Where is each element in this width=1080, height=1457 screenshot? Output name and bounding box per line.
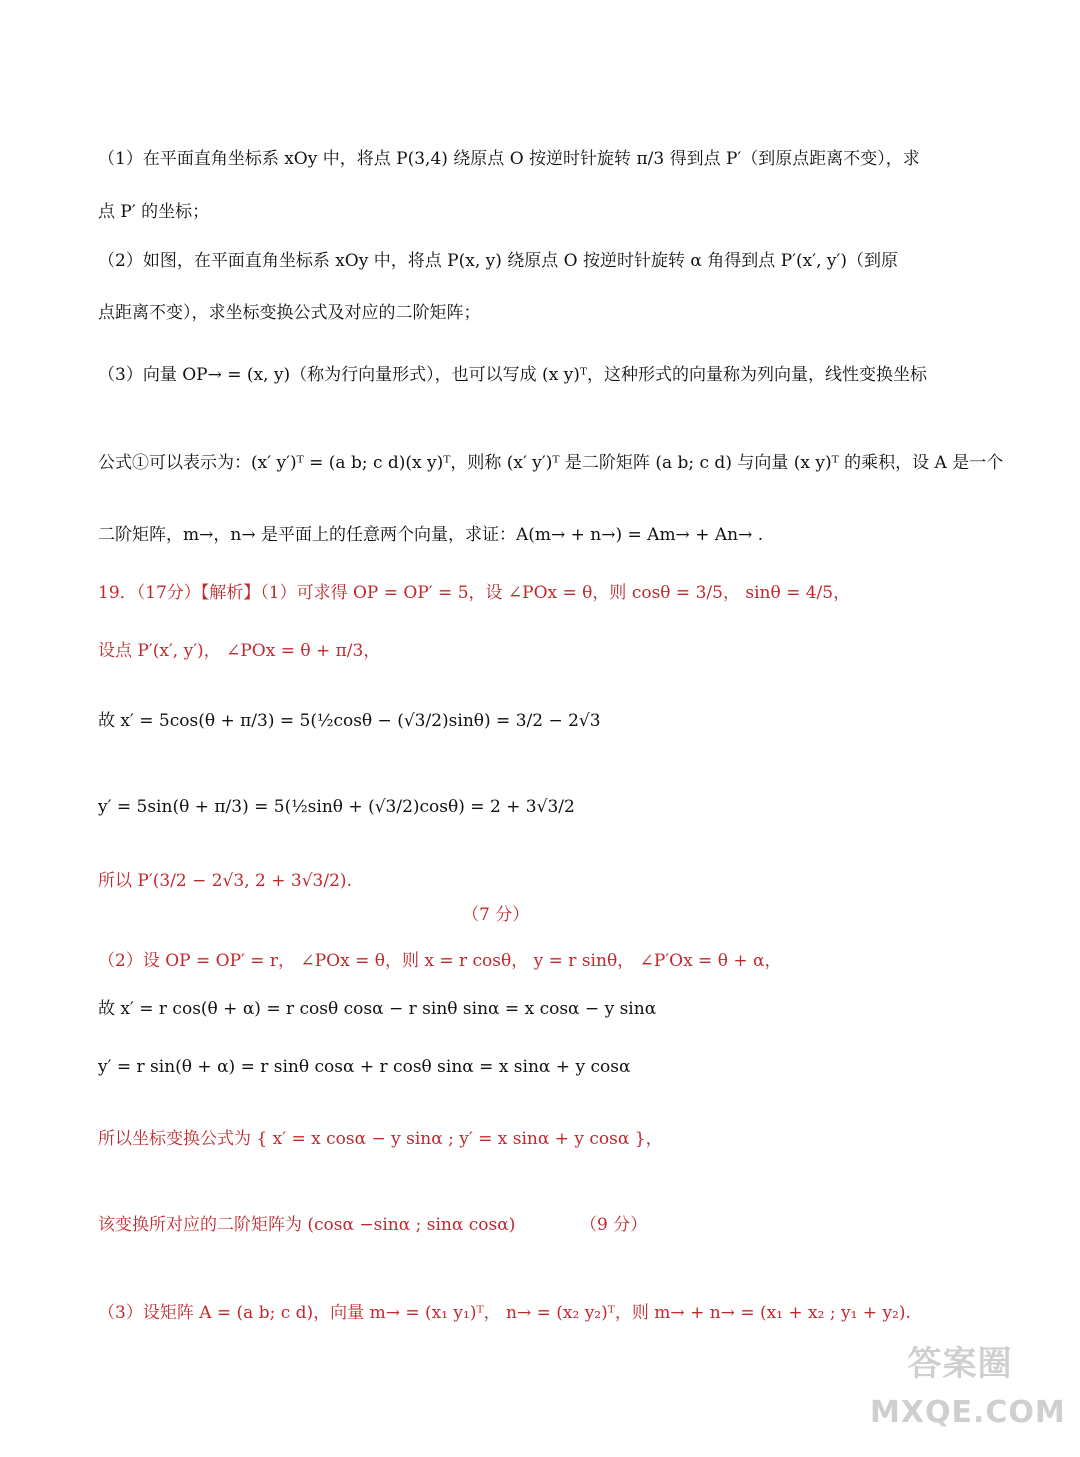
score-part2: （9 分）	[580, 1215, 648, 1235]
solution-y-prime: y′ = 5sin(θ + π/3) = 5(½sinθ + (√3/2)cosθ) = 2 + 3√3/2	[98, 797, 575, 817]
solution-part2-y-prime: y′ = r sin(θ + α) = r sinθ cosα + r cosθ sinα = x sinα + y cosα	[98, 1057, 631, 1077]
question-part3-line1: （3）向量 OP→ = (x, y)（称为行向量形式），也可以写成 (x y)ᵀ，这种形式的向量称为列向量，线性变换坐标	[98, 365, 928, 385]
watermark-logo-text: 答案圈	[907, 1344, 1013, 1384]
solution-part1-header: 19．（17分）【解析】（1）可求得 OP = OP′ = 5，设 ∠POx = θ，则 cosθ = 3/5， sinθ = 4/5，	[98, 583, 851, 603]
solution-x-prime: 故 x′ = 5cos(θ + π/3) = 5(½cosθ − (√3/2)sinθ) = 3/2 − 2√3	[98, 711, 601, 731]
solution-part2-matrix: 该变换所对应的二阶矩阵为 (cosα −sinα ; sinα cosα)	[98, 1215, 516, 1235]
score-part1: （7 分）	[462, 905, 530, 925]
question-part1-line1: （1）在平面直角坐标系 xOy 中，将点 P(3,4) 绕原点 O 按逆时针旋转 π/3 得到点 P′（到原点距离不变），求	[98, 149, 920, 169]
watermark-domain: MXQE.COM	[870, 1395, 1066, 1430]
question-part3-line2: 公式①可以表示为：(x′ y′)ᵀ = (a b; c d)(x y)ᵀ，则称 (x′ y′)ᵀ 是二阶矩阵 (a b; c d) 与向量 (x y)ᵀ 的乘积，设 A 是一个	[98, 453, 1004, 473]
question-part1-line2: 点 P′ 的坐标；	[98, 202, 210, 222]
solution-part2-formula: 所以坐标变换公式为 { x′ = x cosα − y sinα ; y′ = x sinα + y cosα }，	[98, 1129, 663, 1149]
question-part3-line3: 二阶矩阵，m→，n→ 是平面上的任意两个向量，求证：A(m→ + n→) = Am→ + An→ .	[98, 525, 764, 545]
site-watermark	[870, 1335, 1066, 1445]
question-part2-line1: （2）如图，在平面直角坐标系 xOy 中，将点 P(x, y) 绕原点 O 按逆时针旋转 α 角得到点 P′(x′, y′)（到原	[98, 251, 898, 271]
solution-set-point: 设点 P′(x′, y′)， ∠POx = θ + π/3，	[98, 641, 381, 661]
solution-part2-x-prime: 故 x′ = r cos(θ + α) = r cosθ cosα − r sinθ sinα = x cosα − y sinα	[98, 999, 657, 1019]
solution-part1-result: 所以 P′(3/2 − 2√3, 2 + 3√3/2).	[98, 871, 352, 891]
question-part2-line2: 点距离不变），求坐标变换公式及对应的二阶矩阵；	[98, 303, 481, 323]
solution-part2-setup: （2）设 OP = OP′ = r， ∠POx = θ，则 x = r cosθ， y = r sinθ， ∠P′Ox = θ + α，	[98, 951, 782, 971]
solution-part3-setup: （3）设矩阵 A = (a b; c d)，向量 m→ = (x₁ y₁)ᵀ， n→ = (x₂ y₂)ᵀ，则 m→ + n→ = (x₁ + x₂ ; y₁ + y₂).	[98, 1303, 911, 1323]
